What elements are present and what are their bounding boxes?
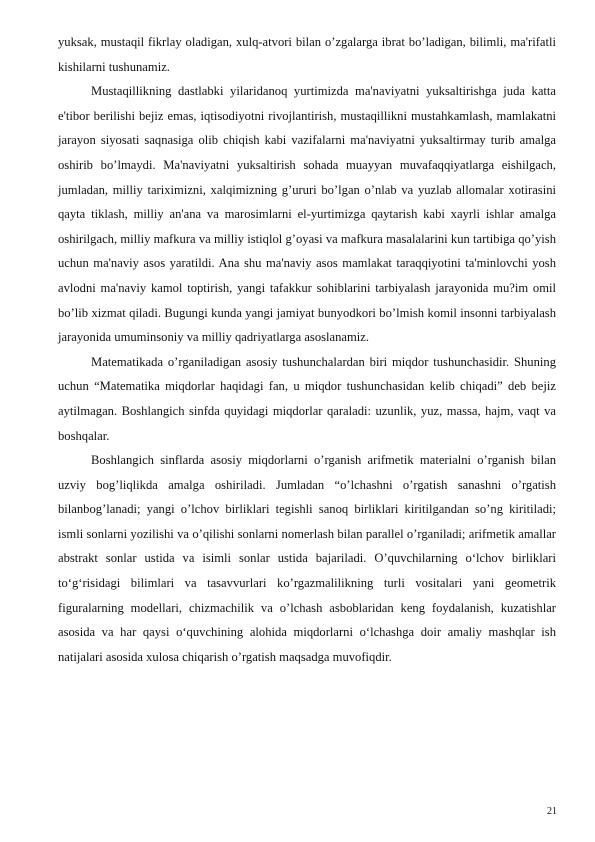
- paragraph-primary-classes: Boshlangich sinflarda asosiy miqdorlarni o’rganish arifmetik materialni o’rganish bilan uzviy bog’liqlikda amalga oshiriladi. Jumladan “o’lchashni o’rgatish sanashni o’rgatish bilanbog’lanadi; yangi o’lchov birliklari tegishli sanoq birliklari kiritilgandan so’ng kiritiladi; ismli sonlarni yozilishi va o’qilishi sonlarni nomerlash bilan parallel o’rganiladi; arifmetik amallar abstrakt sonlar ustida va isimli sonlar ustida bajariladi. O’quvchilarning o‘lchov birliklari to‘g‘risidagi bilimlari va tasavvurlari ko’rgazmalilikning turli vositalari yani geometrik figuralarning modellari, chizmachilik va o’lchash asboblaridan keng foydalanish, kuzatishlar asosida va har qaysi o‘quvchining alohida miqdorlarni o‘lchashga doir amaliy mashqlar ish natijalari asosida xulosa chiqarish o’rgatish maqsadga muvofiqdir.: [58, 453, 556, 664]
- page-number: 21: [547, 806, 557, 817]
- paragraph-spirituality: Mustaqillikning dastlabki yilaridanoq yurtimizda ma'naviyatni yuksaltirishga juda katta e'tibor berilishi bejiz emas, iqtisodiyotni rivojlantirish, mustaqillikni mustahkamlash, mamlakatni jarayon siyosati saqnasiga olib chiqish kabi vazifalarni ma'naviyatni yuksaltirmay turib amalga oshirib bo’lmaydi. Ma'naviyatni yuksaltirish sohada muayyan muvafaqqiyatlarga eishilgach, jumladan, milliy tariximizni, xalqimizning g’ururi bo’lgan o’nlab va yuzlab allomalar xotirasini qayta tiklash, milliy an'ana va marosimlarni el-yurtimizga qaytarish kabi xayrli ishlar amalga oshirilgach, milliy mafkura va milliy istiqlol g’oyasi va mafkura masalalarini kun tartibiga qo’yish uchun ma'naviy asos yaratildi. Ana shu ma'naviy asos mamlakat taraqqiyotini ta'minlovchi yosh avlodni ma'naviy kamol toptirish, yangi tafakkur sohiblarini tarbiyalash jarayonida mu?im omil bo’lib xizmat qiladi. Bugungi kunda yangi jamiyat bunyodkori bo’lmish komil insonni tarbiyalash jarayonida umuminsoniy va milliy qadriyatlarga asoslanamiz.: [58, 84, 556, 345]
- body-text: [58, 30, 556, 669]
- paragraph-quantity-concept: Matematikada o’rganiladigan asosiy tushunchalardan biri miqdor tushunchasidir. Shuning uchun “Matematika miqdorlar haqidagi fan, u miqdor tushunchasidan kelib chiqadi” deb bejiz aytilmagan. Boshlangich sinfda quyidagi miqdorlar qaraladi: uzunlik, yuz, massa, hajm, vaqt va boshqalar.: [58, 354, 556, 443]
- paragraph-continuation: yuksak, mustaqil fikrlay oladigan, xulq-atvori bilan o’zgalarga ibrat bo’ladigan, bilimli, ma'rifatli kishilarni tushunamiz.: [58, 35, 556, 74]
